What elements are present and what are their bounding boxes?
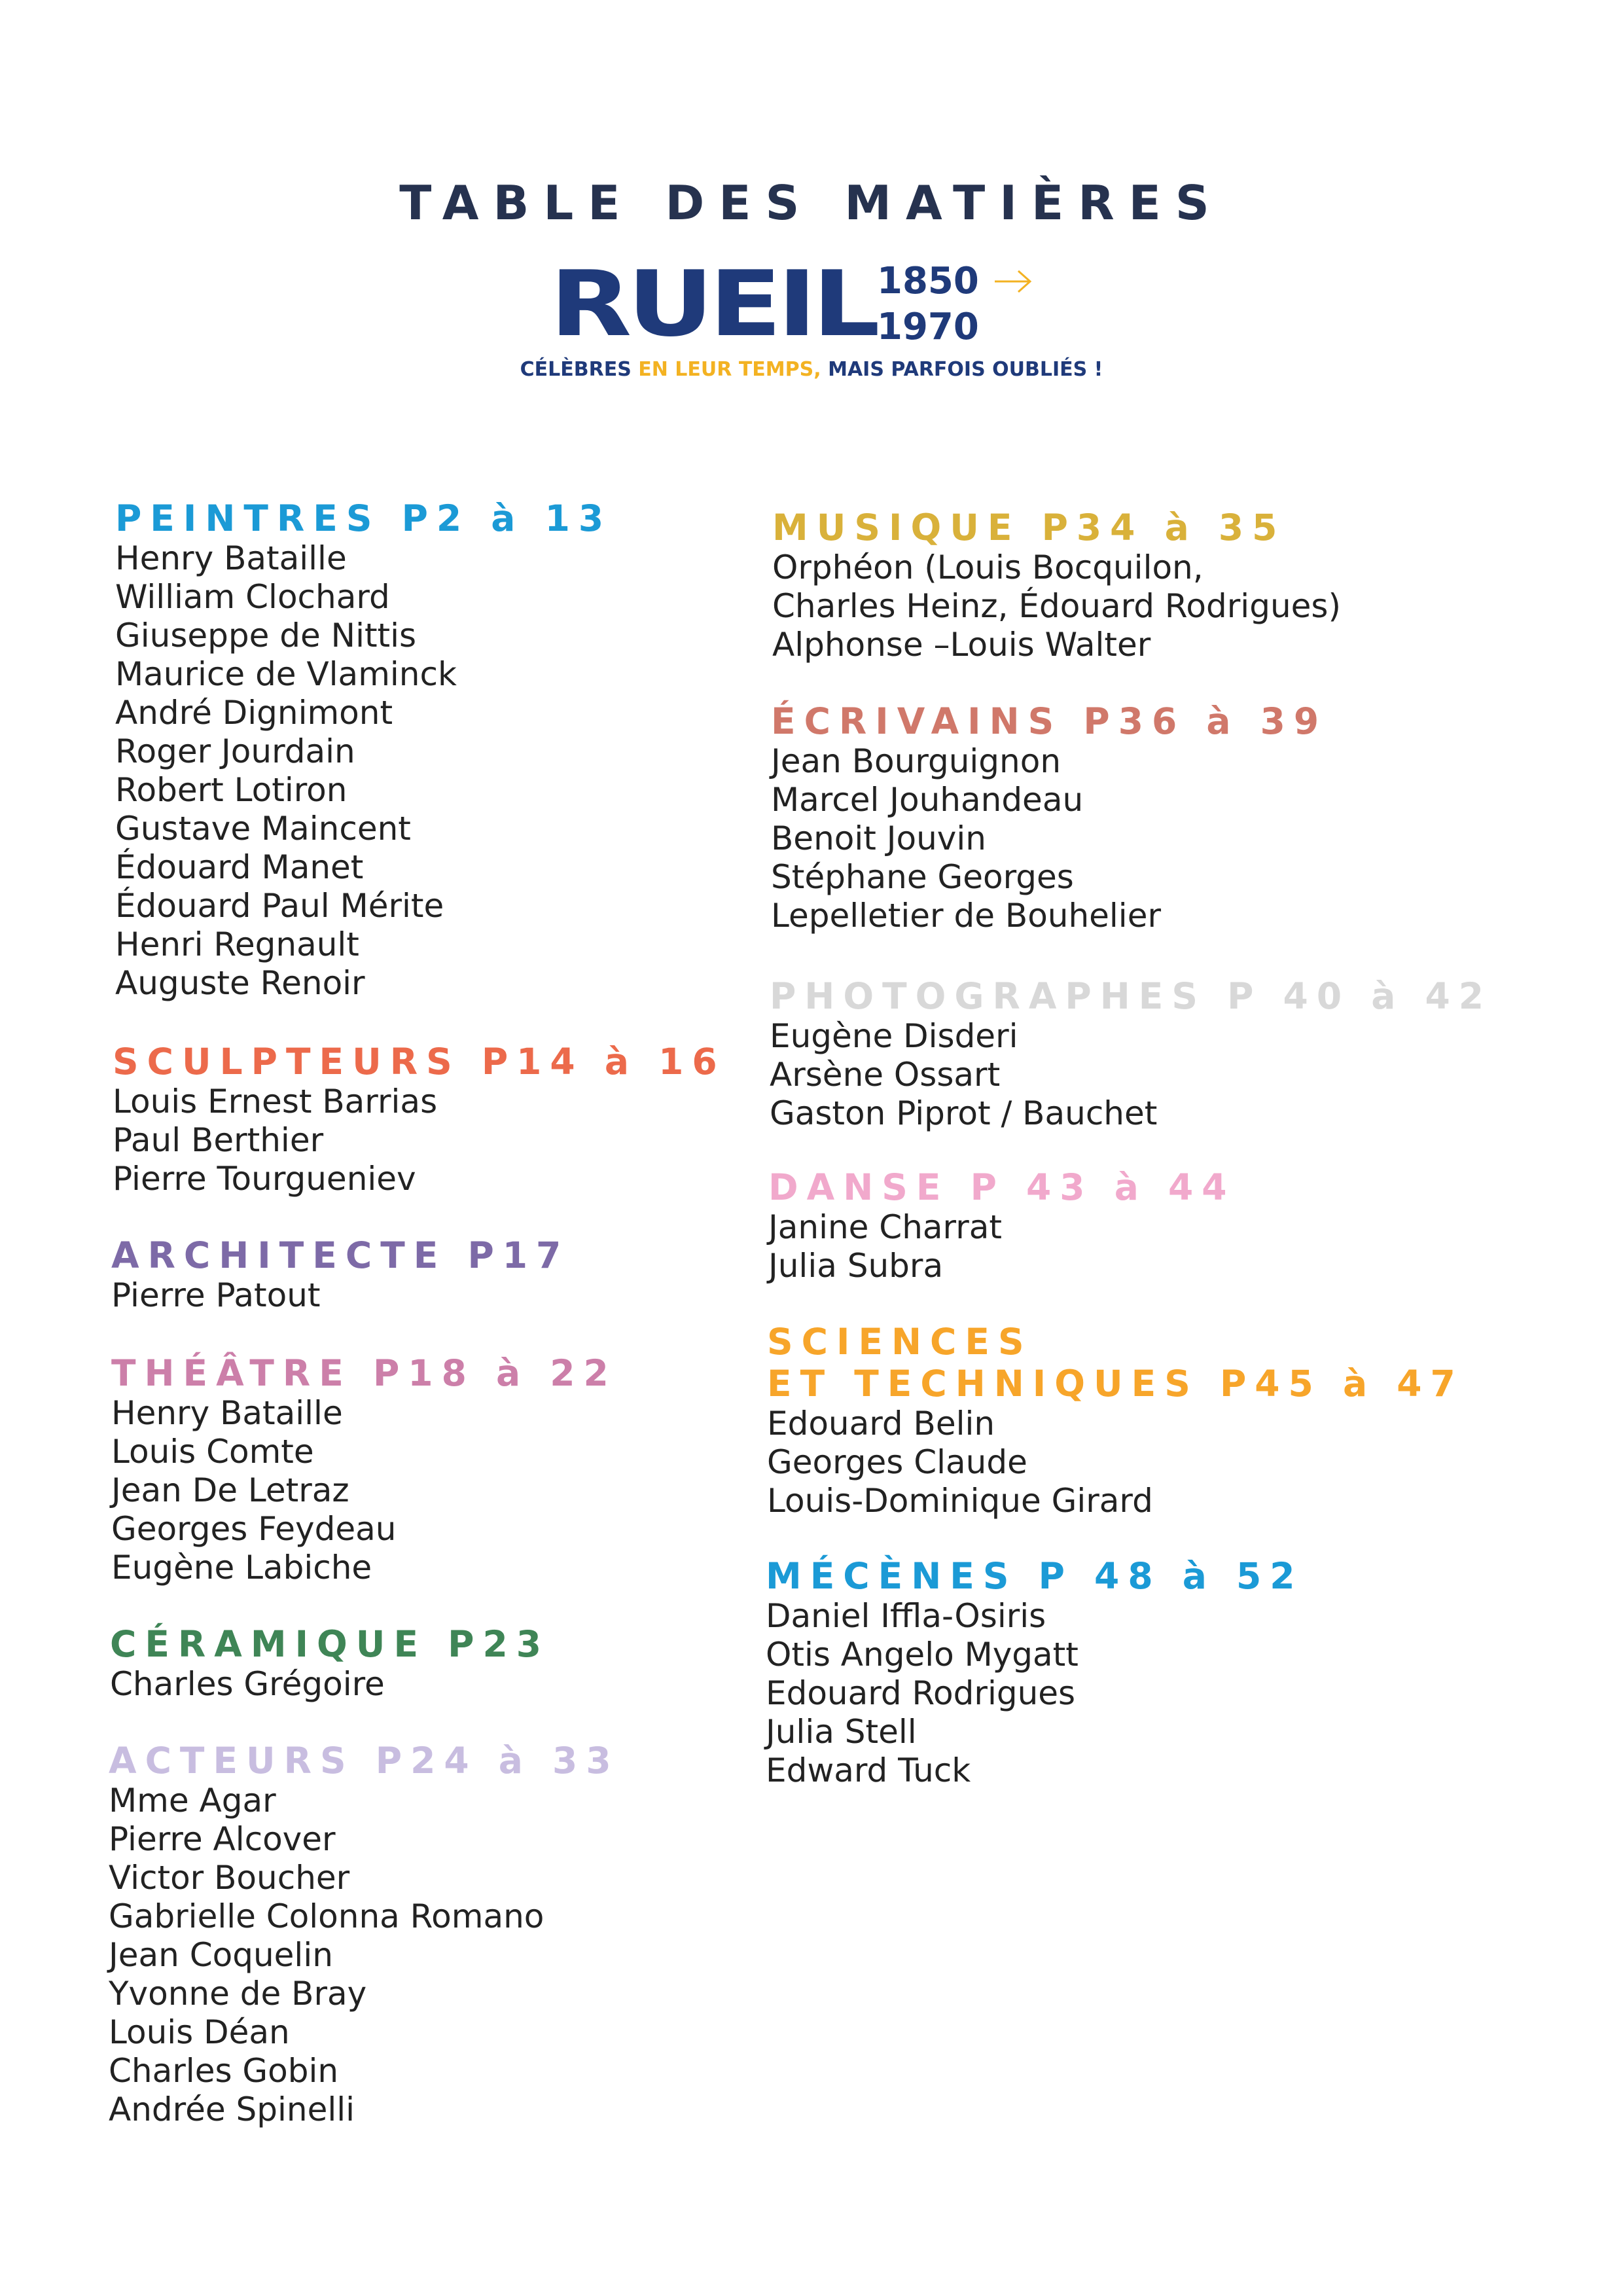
logo-year-end: 1970 xyxy=(877,306,979,348)
section-heading: MÉCÈNES P 48 à 52 xyxy=(766,1555,1304,1597)
entry-name: William Clochard xyxy=(115,578,390,616)
section-architecte xyxy=(111,1234,569,1315)
entry-name: Jean De Letraz xyxy=(111,1471,349,1509)
section-photographes xyxy=(770,975,1492,1133)
section-theatre xyxy=(111,1352,617,1587)
section-heading: MUSIQUE P34 à 35 xyxy=(772,507,1286,548)
entry-list xyxy=(770,1017,1492,1133)
entry-name: Arsène Ossart xyxy=(770,1056,1001,1094)
section-heading: ACTEURS P24 à 33 xyxy=(109,1740,620,1782)
entry-name: Jean Bourguignon xyxy=(771,742,1061,780)
entry-list xyxy=(111,1394,617,1587)
entry-name: Louis Ernest Barrias xyxy=(113,1083,438,1121)
entry-list xyxy=(768,1208,1236,1285)
section-heading: PHOTOGRAPHES P 40 à 42 xyxy=(770,975,1493,1017)
entry-name: Paul Berthier xyxy=(113,1121,324,1159)
section-heading: THÉÂTRE P18 à 22 xyxy=(111,1352,617,1394)
section-danse xyxy=(768,1166,1236,1285)
entry-list xyxy=(115,539,612,1003)
entry-name: Robert Lotiron xyxy=(115,771,348,809)
section-heading: ÉCRIVAINS P36 à 39 xyxy=(771,700,1328,742)
entry-name: Louis Déan xyxy=(109,2013,290,2051)
section-sculpteurs xyxy=(113,1041,726,1198)
entry-name: Alphonse –Louis Walter xyxy=(772,626,1151,664)
section-heading: SCIENCES xyxy=(767,1321,1033,1363)
section-heading-line2: ET TECHNIQUES P45 à 47 xyxy=(767,1363,1464,1405)
entry-name: Charles Grégoire xyxy=(110,1665,385,1703)
tagline-part1: CÉLÈBRES xyxy=(520,358,639,381)
entry-name: Gaston Piprot / Bauchet xyxy=(770,1094,1158,1132)
entry-name: Eugène Labiche xyxy=(111,1549,372,1587)
entry-name: Andrée Spinelli xyxy=(109,2090,355,2128)
entry-list xyxy=(767,1405,1464,1520)
entry-name: Pierre Tourgueniev xyxy=(113,1160,416,1198)
entry-name: Pierre Alcover xyxy=(109,1820,336,1858)
entry-name: Jean Coquelin xyxy=(109,1936,333,1974)
section-mecenes xyxy=(766,1555,1304,1790)
section-acteurs xyxy=(109,1740,620,2129)
tagline-part3: MAIS PARFOIS OUBLIÉS ! xyxy=(821,358,1103,381)
entry-name: Edward Tuck xyxy=(766,1751,971,1789)
entry-name: Yvonne de Bray xyxy=(109,1975,367,2013)
section-heading: SCULPTEURS P14 à 16 xyxy=(113,1041,726,1083)
entry-name: Henry Bataille xyxy=(111,1394,343,1432)
section-sciences xyxy=(767,1321,1464,1520)
section-ceramique xyxy=(110,1623,550,1704)
entry-name: Louis-Dominique Girard xyxy=(767,1482,1153,1520)
entry-name: Henri Regnault xyxy=(115,925,359,963)
entry-name: Giuseppe de Nittis xyxy=(115,617,417,655)
entry-name: Edouard Rodrigues xyxy=(766,1674,1076,1712)
entry-name: Georges Feydeau xyxy=(111,1510,397,1548)
entry-name: Orphéon (Louis Bocquilon, xyxy=(772,548,1204,586)
entry-name: Édouard Paul Mérite xyxy=(115,887,444,925)
section-heading: DANSE P 43 à 44 xyxy=(768,1166,1236,1208)
entry-name: Julia Subra xyxy=(768,1247,944,1285)
entry-name: Edouard Belin xyxy=(767,1405,995,1443)
entry-list xyxy=(771,742,1327,935)
tagline-accent: EN LEUR TEMPS, xyxy=(638,358,821,381)
entry-name: Marcel Jouhandeau xyxy=(771,781,1084,819)
logo-word: RUEIL xyxy=(550,251,876,357)
entry-name: Eugène Disderi xyxy=(770,1017,1018,1055)
entry-name: Janine Charrat xyxy=(768,1208,1003,1246)
entry-name: Lepelletier de Bouhelier xyxy=(771,897,1162,935)
entry-name: Stéphane Georges xyxy=(771,858,1074,896)
section-heading: CÉRAMIQUE P23 xyxy=(110,1623,550,1665)
tagline xyxy=(0,358,1623,381)
entry-list xyxy=(766,1597,1304,1790)
entry-name: Georges Claude xyxy=(767,1443,1027,1481)
entry-name: Roger Jourdain xyxy=(115,732,355,770)
rueil-logo xyxy=(550,251,1033,357)
entry-list xyxy=(111,1276,569,1315)
entry-name: Maurice de Vlaminck xyxy=(115,655,457,693)
arrow-right-icon xyxy=(993,268,1033,295)
entry-name: Julia Stell xyxy=(766,1713,917,1751)
entry-name: Charles Heinz, Édouard Rodrigues) xyxy=(772,587,1341,625)
entry-name: Benoit Jouvin xyxy=(771,819,986,857)
entry-name: Édouard Manet xyxy=(115,848,364,886)
entry-name: Louis Comte xyxy=(111,1433,314,1471)
entry-name: Daniel Iffla-Osiris xyxy=(766,1597,1046,1635)
entry-name: Otis Angelo Mygatt xyxy=(766,1636,1079,1674)
section-peintres xyxy=(115,497,612,1003)
section-ecrivains xyxy=(771,700,1327,935)
entry-list xyxy=(109,1782,620,2129)
entry-name: Auguste Renoir xyxy=(115,964,365,1002)
section-musique xyxy=(772,507,1341,664)
entry-name: Victor Boucher xyxy=(109,1859,350,1897)
entry-name: Mme Agar xyxy=(109,1782,276,1820)
section-heading: PEINTRES P2 à 13 xyxy=(115,497,613,539)
entry-name: Henry Bataille xyxy=(115,539,347,577)
entry-name: Pierre Patout xyxy=(111,1276,321,1314)
logo-year-start: 1850 xyxy=(877,260,979,302)
entry-name: Charles Gobin xyxy=(109,2052,339,2090)
page-title: TABLE DES MATIÈRES xyxy=(399,175,1224,230)
entry-list xyxy=(110,1665,550,1704)
section-heading: ARCHITECTE P17 xyxy=(111,1234,570,1276)
entry-name: Gustave Maincent xyxy=(115,810,411,848)
entry-list xyxy=(113,1083,726,1198)
entry-name: André Dignimont xyxy=(115,694,393,732)
entry-name: Gabrielle Colonna Romano xyxy=(109,1897,544,1935)
entry-list xyxy=(772,548,1341,664)
